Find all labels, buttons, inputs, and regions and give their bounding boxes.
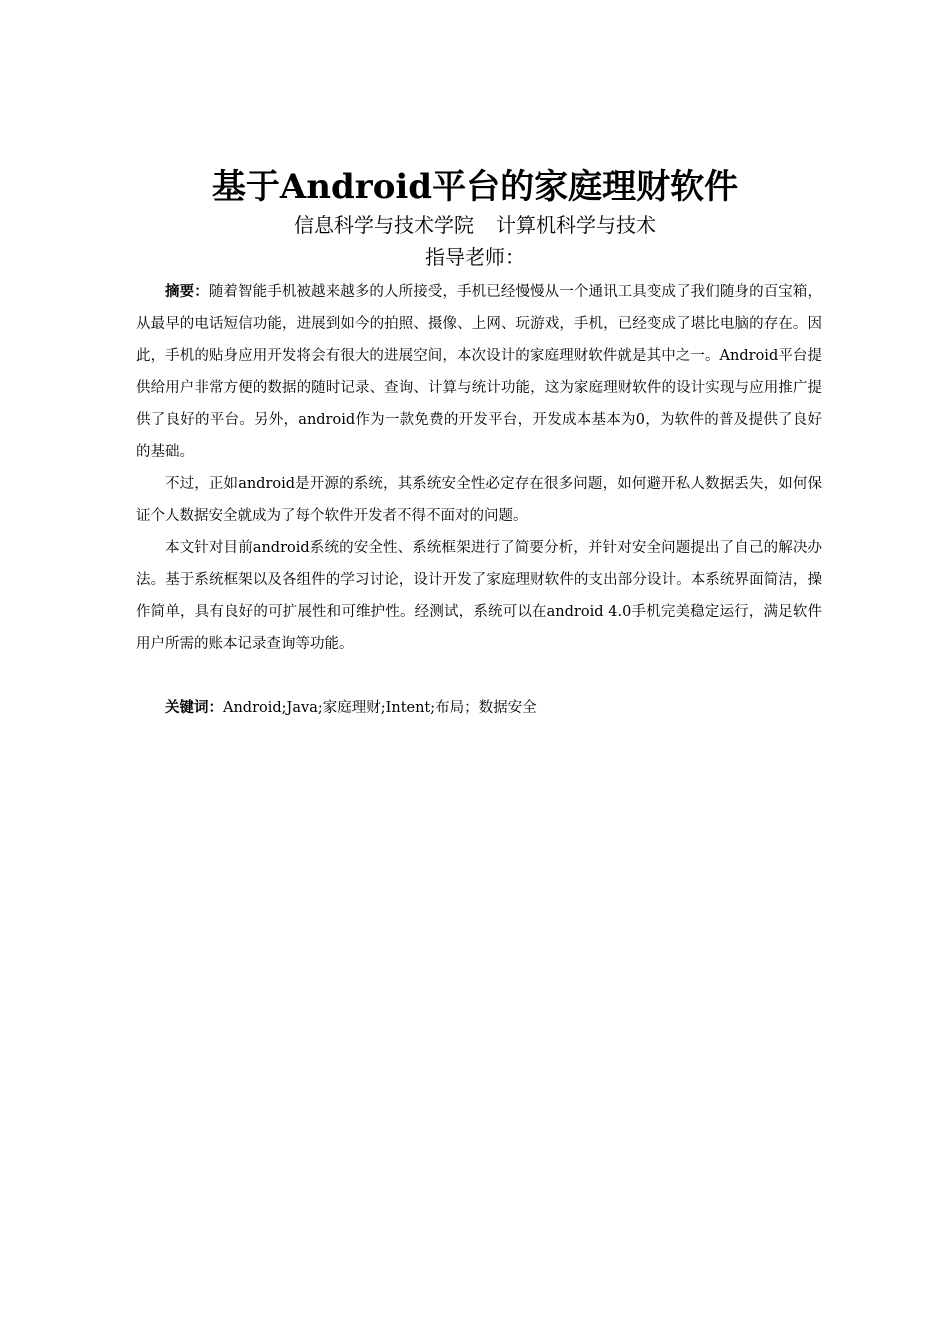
abstract-paragraph-3: 本文针对目前android系统的安全性、系统框架进行了简要分析，并针对安全问题提出了自己的解决办法。基于系统框架以及各组件的学习讨论，设计开发了家庭理财软件的支出部分设计。本系统界面简洁，操作简单，具有良好的可扩展性和可维护性。经测试，系统可以在android 4.0手机完美稳定运行，满足软件用户所需的账本记录查询等功能。 xyxy=(136,540,822,652)
affiliation-line xyxy=(0,210,950,240)
keywords-line xyxy=(136,692,822,724)
abstract-label: 摘要： xyxy=(165,284,209,300)
paper-title: 基于Android平台的家庭理财软件 xyxy=(211,167,739,207)
affiliation-school: 信息科学与技术学院 xyxy=(294,213,474,237)
advisor-line: 指导老师： xyxy=(425,245,525,269)
abstract-paragraph-1 xyxy=(136,276,822,468)
keywords-label: 关键词： xyxy=(165,700,223,716)
abstract-paragraph-2: 不过，正如android是开源的系统，其系统安全性必定存在很多问题，如何避开私人数据丢失，如何保证个人数据安全就成为了每个软件开发者不得不面对的问题。 xyxy=(136,476,822,524)
keywords-text: Android;Java;家庭理财;Intent;布局；数据安全 xyxy=(223,700,537,716)
abstract-section xyxy=(136,276,822,660)
abstract-paragraph-1-text: 随着智能手机被越来越多的人所接受，手机已经慢慢从一个通讯工具变成了我们随身的百宝箱，从最早的电话短信功能，进展到如今的拍照、摄像、上网、玩游戏，手机，已经变成了堪比电脑的存在。因此，手机的贴身应用开发将会有很大的进展空间，本次设计的家庭理财软件就是其中之一。Android平台提供给用户非常方便的数据的随时记录、查询、计算与统计功能，这为家庭理财软件的设计实现与应用推广提供了良好的平台。另外，android作为一款免费的开发平台，开发成本基本为0，为软件的普及提供了良好的基础。 xyxy=(136,284,823,460)
affiliation-major: 计算机科学与技术 xyxy=(496,213,656,237)
